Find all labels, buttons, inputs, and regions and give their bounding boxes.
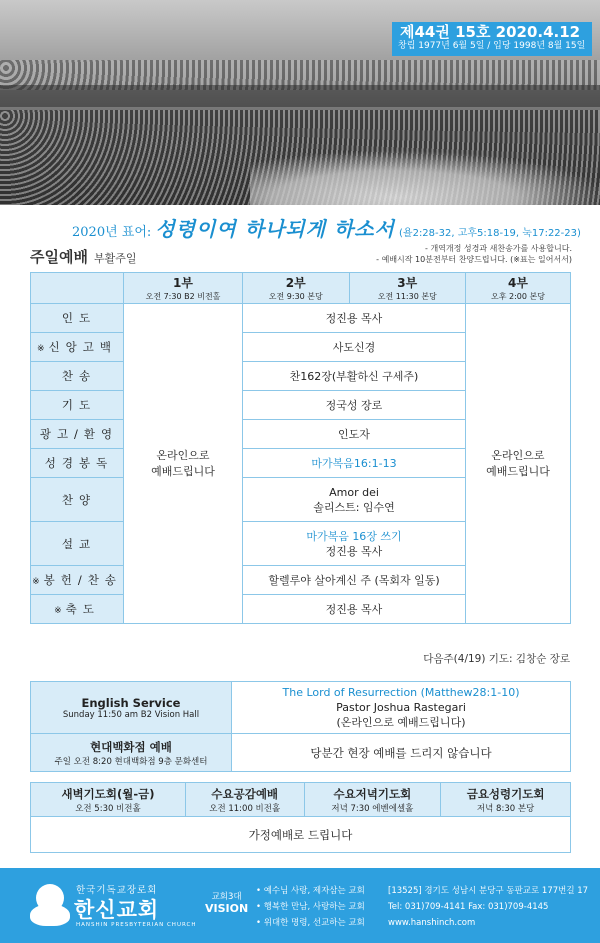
order-item: 기도 xyxy=(31,391,124,420)
order-content: 찬162장(부활하신 구세주) xyxy=(243,362,466,391)
prayer-wednesday-am: 수요공감예배 오전 11:00 비전홀 xyxy=(185,783,304,817)
church-name: 한신교회 xyxy=(74,898,160,922)
order-content: 정진용 목사 xyxy=(243,595,466,624)
note-line: - 예배시작 10분전부터 찬양드립니다. (※표는 일어서서) xyxy=(376,255,572,264)
order-item: ※ 신앙고백 xyxy=(31,333,124,362)
vision-list xyxy=(256,883,365,931)
english-pastor: Pastor Joshua Rastegari xyxy=(336,701,466,714)
worship-subtitle: 부활주일 xyxy=(93,252,137,265)
church-logo-icon xyxy=(30,884,70,928)
order-item: 광고/환영 xyxy=(31,420,124,449)
service-1: 1부 오전 7:30 B2 비전홀 xyxy=(124,273,243,304)
stage-light xyxy=(250,150,600,205)
order-item: 찬양 xyxy=(31,478,124,522)
next-week-prayer: 다음주(4/19) 기도: 김창순 장로 xyxy=(423,653,570,665)
order-of-service-table xyxy=(30,272,571,624)
year-motto xyxy=(72,213,581,242)
order-item: ※ 봉헌/찬송 xyxy=(31,566,124,595)
preacher: 정진용 목사 xyxy=(325,544,383,558)
order-content: 할렐루야 살아계신 주 (목회자 일동) xyxy=(243,566,466,595)
order-item: 찬송 xyxy=(31,362,124,391)
english-online: (온라인으로 예배드립니다) xyxy=(336,716,466,729)
section-title xyxy=(30,246,136,267)
worship-notes xyxy=(376,243,572,265)
denomination: 한국기독교장로회 xyxy=(76,885,158,896)
address: [13525] 경기도 성남시 분당구 동판교로 177번길 17 xyxy=(388,886,589,896)
service-2: 2부 오전 9:30 본당 xyxy=(243,273,350,304)
sermon-title: 마가복음 16장 쓰기 xyxy=(306,529,402,543)
english-service-header: English Service Sunday 11:50 am B2 Vision Hall xyxy=(31,682,232,734)
order-item: ※ 축도 xyxy=(31,595,124,624)
hyundai-service-row xyxy=(31,734,571,772)
order-item: 성경봉독 xyxy=(31,449,124,478)
motto-refs: (욜2:28-32, 고후5:18-19, 눅17:22-23) xyxy=(399,228,581,239)
hyundai-notice: 당분간 현장 예배를 드리지 않습니다 xyxy=(232,734,571,772)
worship-title: 주일예배 xyxy=(30,248,88,266)
home-worship-row xyxy=(31,817,571,853)
order-content: 사도신경 xyxy=(243,333,466,362)
footer xyxy=(0,868,600,943)
service-header-row xyxy=(31,273,571,304)
prayer-friday: 금요성령기도회 저녁 8:30 본당 xyxy=(441,783,571,817)
prayer-row xyxy=(31,783,571,817)
vision-item: • 위대한 명령, 선교하는 교회 xyxy=(256,915,365,931)
vision-item: • 행복한 만남, 사랑하는 교회 xyxy=(256,899,365,915)
order-content: 인도자 xyxy=(243,420,466,449)
scripture-reading: 마가복음16:1-13 xyxy=(243,449,466,478)
table-row xyxy=(31,304,571,333)
balcony-rail xyxy=(0,85,600,107)
vision-label: 교회3대 VISION xyxy=(205,892,249,915)
online-notice-1: 온라인으로 예배드립니다 xyxy=(124,304,243,624)
order-item: 설교 xyxy=(31,522,124,566)
order-content: 정국성 장로 xyxy=(243,391,466,420)
english-service-detail xyxy=(232,682,571,734)
website-link[interactable]: www.hanshinch.com xyxy=(388,918,476,928)
motto-label: 2020년 표어: xyxy=(72,225,152,240)
order-item: 인도 xyxy=(31,304,124,333)
contact-info xyxy=(388,883,588,931)
phone-fax: Tel: 031)709-4141 Fax: 031)709-4145 xyxy=(388,902,549,912)
prayer-meetings-table xyxy=(30,782,571,853)
prayer-wednesday-pm: 수요저녁기도회 저녁 7:30 에벤에셀홀 xyxy=(304,783,441,817)
order-content: 정진용 목사 xyxy=(243,304,466,333)
hyundai-service-header: 현대백화점 예배 주일 오전 8:20 현대백화점 9층 문화센터 xyxy=(31,734,232,772)
english-sermon: The Lord of Resurrection (Matthew28:1-10) xyxy=(282,686,520,699)
issue-number: 제44권 15호 2020.4.12 xyxy=(400,23,581,41)
corner-cell xyxy=(31,273,124,304)
english-service-row xyxy=(31,682,571,734)
order-content: Amor dei 솔리스트: 임수연 xyxy=(243,478,466,522)
other-services-table xyxy=(30,681,571,772)
service-3: 3부 오전 11:30 본당 xyxy=(349,273,465,304)
founded-date: 창립 1977년 6월 5일 / 입당 1998년 8월 15일 xyxy=(398,41,586,51)
note-line: - 개역개정 성경과 새찬송가를 사용합니다. xyxy=(425,244,572,253)
service-4: 4부 오후 2:00 본당 xyxy=(466,273,571,304)
vision-item: • 예수님 사랑, 제자삼는 교회 xyxy=(256,883,365,899)
motto-text: 성령이여 하나되게 하소서 xyxy=(155,217,395,241)
prayer-dawn: 새벽기도회(월-금) 오전 5:30 비전홀 xyxy=(31,783,186,817)
online-notice-4: 온라인으로 예배드립니다 xyxy=(466,304,571,624)
church-name-en: HANSHIN PRESBYTERIAN CHURCH xyxy=(76,922,197,928)
sermon-cell xyxy=(243,522,466,566)
home-worship-notice: 가정예배로 드립니다 xyxy=(31,817,571,853)
